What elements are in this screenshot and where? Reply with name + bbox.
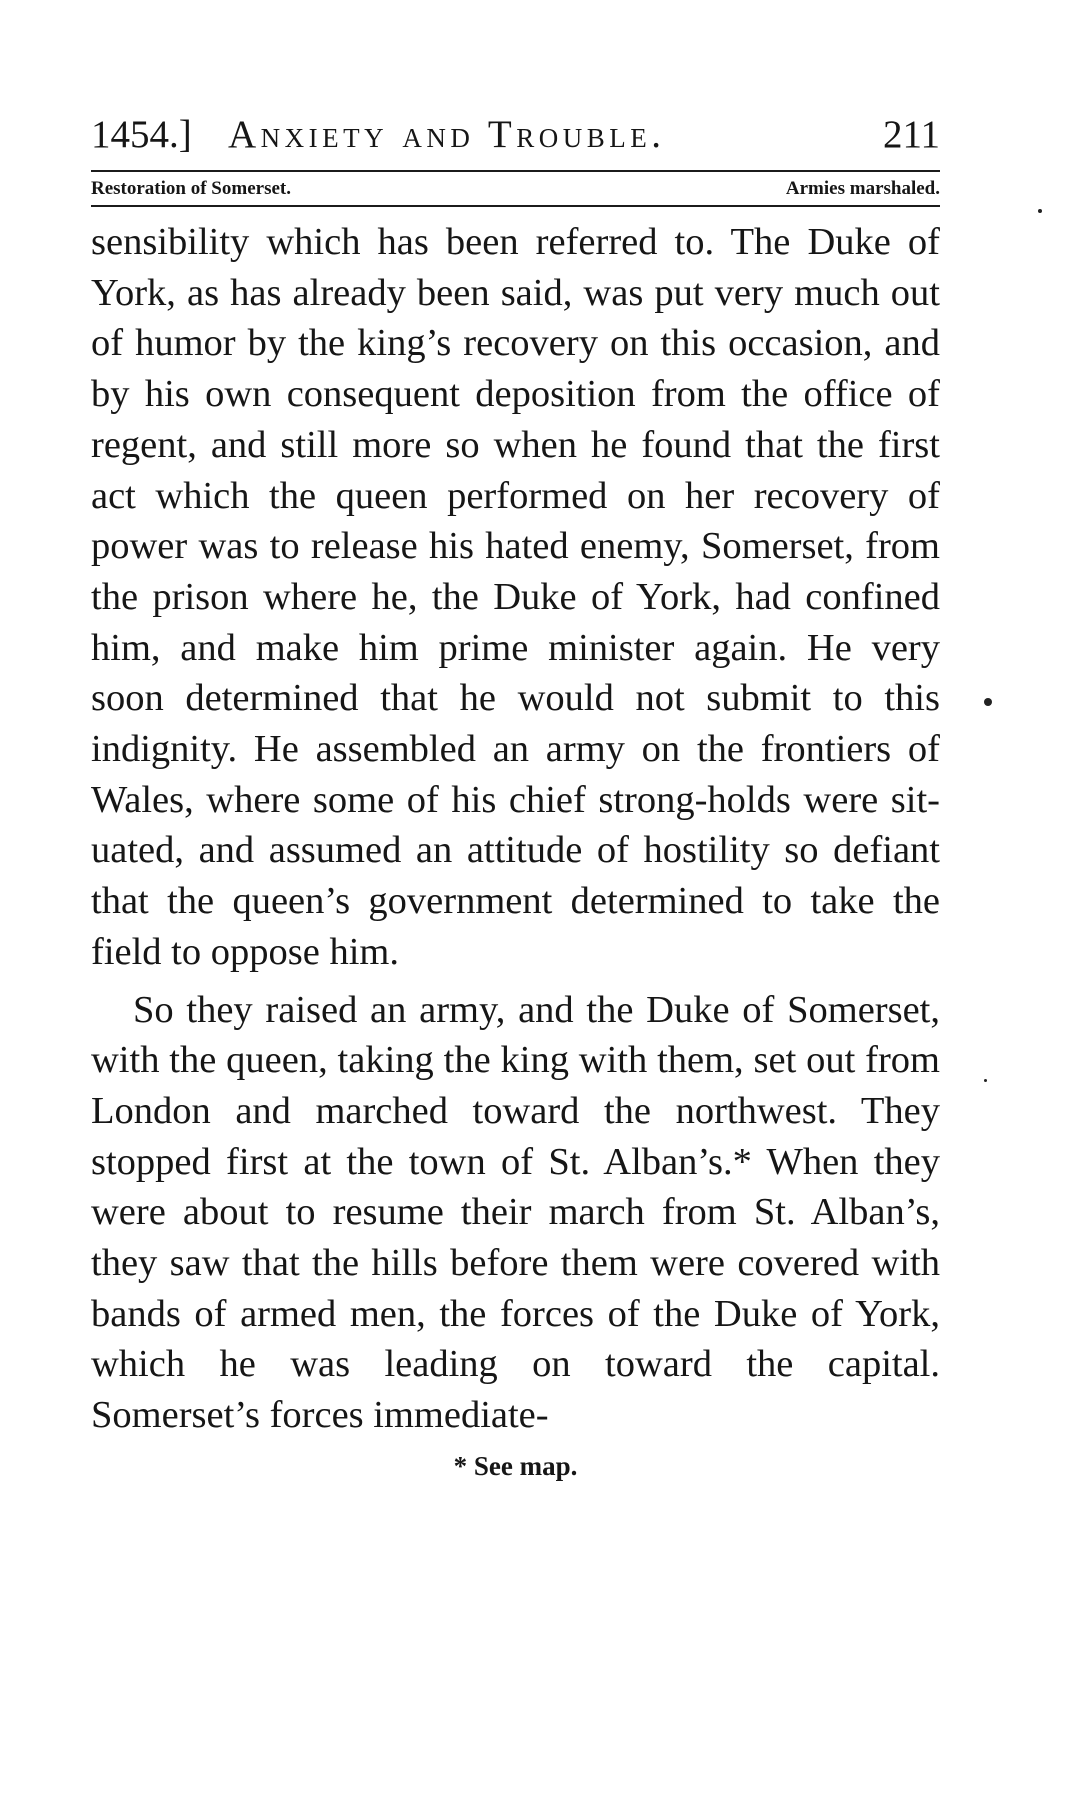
page-speck — [984, 698, 992, 706]
page-content — [91, 110, 940, 1484]
page-number: 211 — [882, 113, 940, 156]
header-title: Anxiety and Trouble. — [228, 113, 666, 156]
page-speck — [1038, 209, 1042, 213]
header-year: 1454.] — [91, 113, 192, 156]
page-speck — [984, 1079, 987, 1082]
sidenote-rule — [91, 205, 940, 207]
paragraph-1: sensibility which has been referred to. The Duke of York, as has already been said, was put very much out of humor by the king’s recovery on this occasion, and by his own consequent deposition from the office of regent, and still more so when he found that the first act which the queen performed on her recovery of power was to release his hated enemy, Somerset, from the prison where he, the Duke of York, had confined him, and make him prime minister again. He very soon determined that he would not submit to this indignity. He assembled an army on the frontiers of Wales, where some of his chief strong-holds were situated, and assumed an attitude of hostility so defiant that the queen’s government determined to take the field to oppose him. — [91, 221, 940, 973]
sidenote-right: Armies marshaled. — [785, 178, 940, 199]
paragraph-2: So they raised an army, and the Duke of Somerset, with the queen, taking the king with them, set out from London and marched toward the northwest. They stopped first at the town of St. Alban’s.* When they were about to resume their march from St. Alban’s, they saw that the hills before them were covered with bands of armed men, the forces of the Duke of York, which he was leading on toward the capital. Somerset’s forces immediate- — [91, 988, 940, 1437]
footnote: * See map. — [453, 1450, 578, 1481]
body-text — [91, 217, 940, 1441]
sidenote-left: Restoration of Somerset. — [91, 178, 291, 199]
sidenote-bar — [91, 172, 940, 205]
running-head — [91, 110, 940, 160]
